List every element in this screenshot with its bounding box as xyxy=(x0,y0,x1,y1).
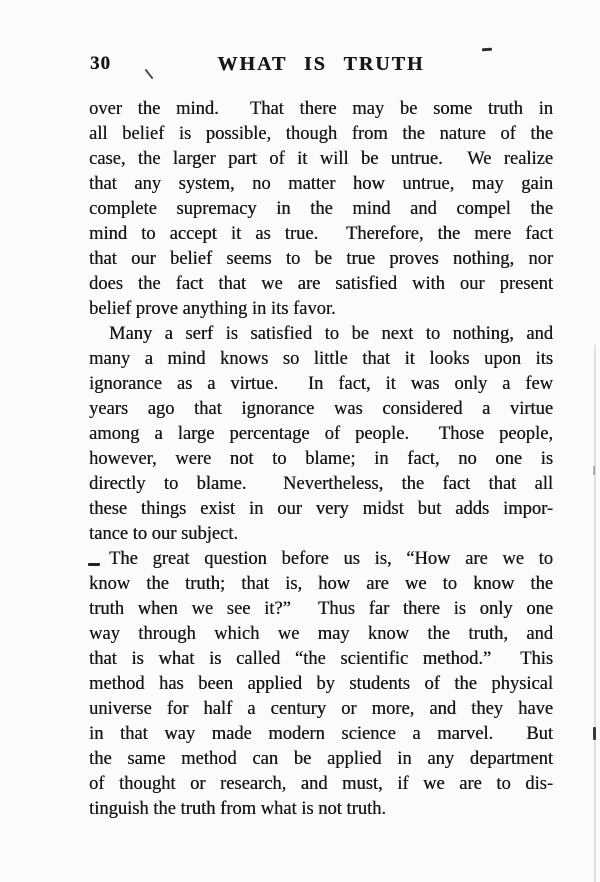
text-line: the same method can be applied in any department xyxy=(89,749,553,769)
text-line: case, the larger part of it will be untrue. We realize xyxy=(89,149,553,169)
page-edge-line xyxy=(594,345,596,882)
text-line: however, were not to blame; in fact, no one is xyxy=(89,449,553,469)
text-line: over the mind. That there may be some truth in xyxy=(89,99,553,119)
text-line: ignorance as a virtue. In fact, it was only a few xyxy=(89,374,553,394)
paragraph xyxy=(89,97,553,322)
text-line: The great question before us is, “How are we to xyxy=(109,549,553,569)
text-line: that any system, no matter how untrue, may gain xyxy=(89,174,553,194)
text-line: way through which we may know the truth, and xyxy=(89,624,553,644)
page-title: WHAT IS TRUTH xyxy=(217,53,425,75)
text-line: that is what is called “the scientific method.” This xyxy=(89,649,553,669)
text-line: mind to accept it as true. Therefore, the mere fact xyxy=(89,224,553,244)
text-line: does the fact that we are satisfied with our present xyxy=(89,274,553,294)
stray-underscore-mark xyxy=(88,563,100,566)
text-line: tinguish the truth from what is not truth. xyxy=(89,799,387,819)
page-edge-tick-dark xyxy=(593,727,596,740)
text-line: among a large percentage of people. Those people, xyxy=(89,424,553,444)
text-line: know the truth; that is, how are we to know the xyxy=(89,574,553,594)
text-line: all belief is possible, though from the nature of the xyxy=(89,124,553,144)
text-line: tance to our subject. xyxy=(89,524,238,544)
body-text xyxy=(89,97,553,822)
text-line: many a mind knows so little that it looks upon its xyxy=(89,349,553,369)
text-line: truth when we see it?” Thus far there is only one xyxy=(89,599,553,619)
text-line: these things exist in our very midst but adds impor- xyxy=(89,499,553,519)
text-line: that our belief seems to be true proves nothing, nor xyxy=(89,249,553,269)
text-line: belief prove anything in its favor. xyxy=(89,299,336,319)
paragraph xyxy=(89,547,553,822)
page-number: 30 xyxy=(90,53,111,74)
text-line: Many a serf is satisfied to be next to nothing, and xyxy=(109,324,553,344)
text-line: directly to blame. Nevertheless, the fact that all xyxy=(89,474,553,494)
text-line: years ago that ignorance was considered a virtue xyxy=(89,399,553,419)
page-edge-tick-faint xyxy=(593,466,595,475)
text-line: method has been applied by students of the physical xyxy=(89,674,553,694)
text-line: complete supremacy in the mind and compel the xyxy=(89,199,553,219)
text-line: universe for half a century or more, and they have xyxy=(89,699,553,719)
text-line: in that way made modern science a marvel. But xyxy=(89,724,553,744)
paragraph xyxy=(89,322,553,547)
text-line: of thought or research, and must, if we are to dis- xyxy=(89,774,553,794)
stray-dash-mark xyxy=(482,48,492,52)
